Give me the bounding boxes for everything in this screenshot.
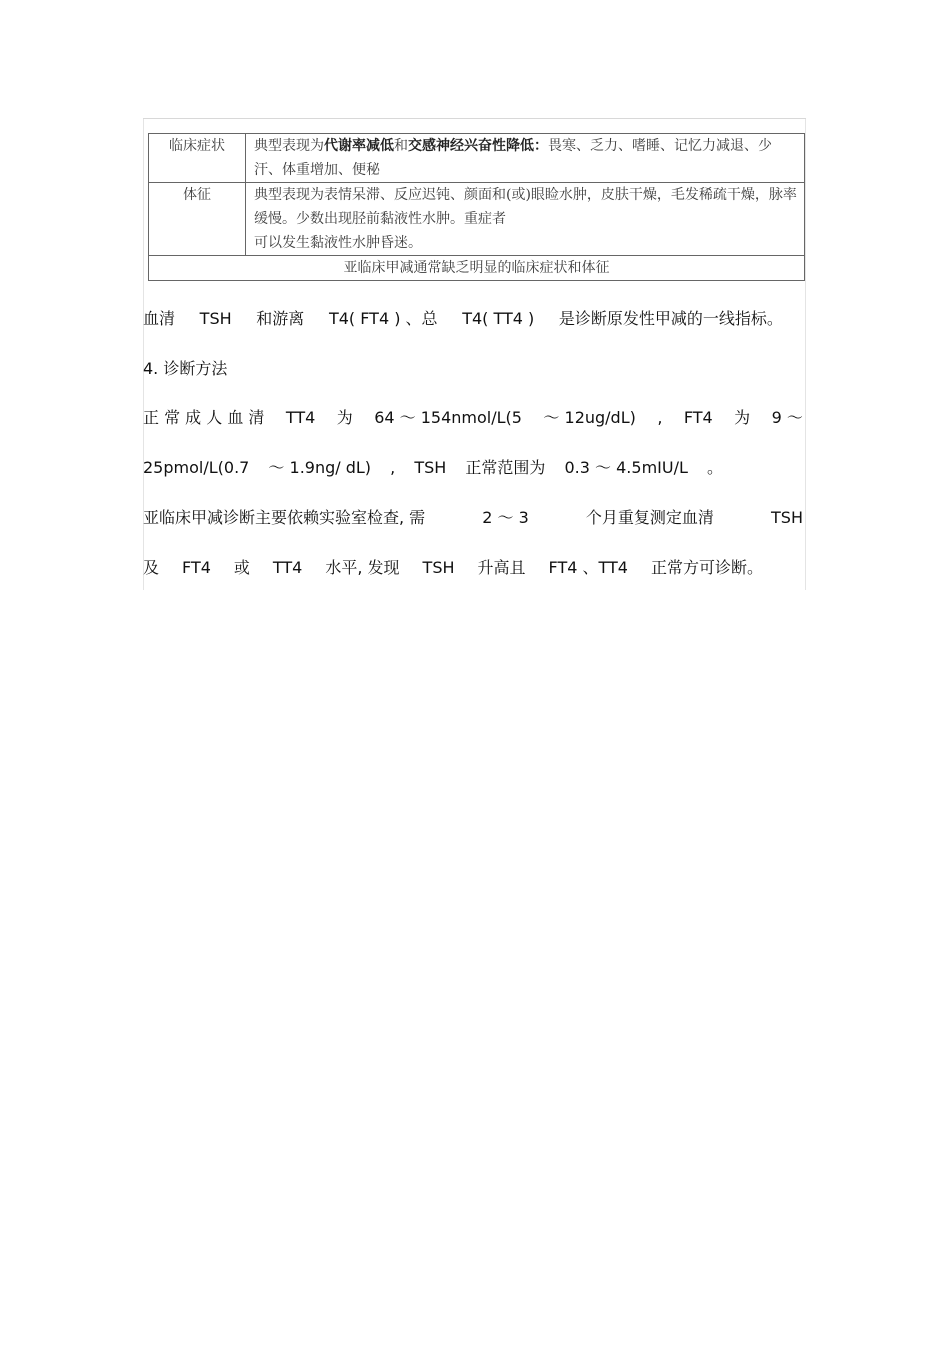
row-content-signs [246,183,805,256]
section-heading-diagnosis-methods: 4. 诊断方法 [143,359,228,378]
paragraph-subclinical-line-1 [143,508,803,528]
table-row [149,183,805,256]
text-fragment: , [390,458,396,477]
text-fragment: 正常方可诊断。 [650,558,763,577]
text-fragment: ～ 1.9ng/ dL) [268,458,372,477]
text-fragment: T4( TT4 ) [462,309,535,328]
text-fragment: 为 [734,408,751,427]
text-fragment: 2 ～ 3 [482,508,529,527]
text-fragment: 正常范围为 [465,458,546,477]
row-label-clinical-symptoms: 临床症状 [149,134,246,183]
text-fragment: FT4 [683,408,713,427]
table-row [149,134,805,183]
paragraph-normal-range-line-1 [143,408,803,428]
text-fragment: 亚临床甲减诊断主要依赖实验室检查, 需 [143,508,426,527]
table-footer-note: 亚临床甲减通常缺乏明显的临床症状和体征 [149,256,805,281]
text-fragment: 是诊断原发性甲减的一线指标。 [558,309,783,328]
text-fragment: 水平, 发现 [325,558,400,577]
paragraph-first-line-indicators [143,309,783,329]
text-fragment: TT4 [285,408,316,427]
content-suffix: 畏寒、乏力、嗜睡、记忆力减退、少汗、体重增加、便秘 [254,138,772,178]
signs-line-2: 可以发生黏液性水肿昏迷。 [254,235,422,251]
text-fragment: 64 ～ 154nmol/L(5 [374,408,522,427]
text-fragment: TSH [414,458,447,477]
content-bold-sympathetic: 交感神经兴奋性降低： [408,138,548,154]
text-fragment: 。 [706,458,723,477]
table-row [149,256,805,281]
text-fragment: 0.3 ～ 4.5mIU/L [564,458,688,477]
content-prefix: 典型表现为 [254,138,324,154]
text-fragment: TT4 [272,558,303,577]
text-fragment: 正 常 成 人 血 清 [143,408,265,427]
row-label-signs: 体征 [149,183,246,256]
text-fragment: 25pmol/L(0.7 [143,458,250,477]
paragraph-subclinical-line-2 [143,558,763,578]
text-fragment: FT4 [182,558,211,577]
text-fragment: 和游离 [256,309,305,328]
text-fragment: T4( FT4 ) 、总 [328,309,438,328]
text-fragment: TSH [422,558,455,577]
text-fragment: FT4 、TT4 [548,558,628,577]
symptoms-table-image [143,118,806,286]
text-fragment: 升高且 [477,558,526,577]
text-fragment: 血清 [143,309,176,328]
text-fragment: 及 [143,558,160,577]
text-fragment: TSH [199,309,232,328]
text-fragment: 或 [233,558,250,577]
row-content-clinical-symptoms [246,134,805,183]
paragraph-normal-range-line-2 [143,458,723,478]
text-fragment: ～ 12ug/dL) [543,408,636,427]
content-bold-metabolic: 代谢率减低 [324,138,394,154]
text-fragment: 为 [336,408,353,427]
text-fragment: 9 ～ [771,408,803,427]
content-mid: 和 [394,138,408,154]
symptoms-table [148,133,805,281]
signs-line-1: 典型表现为表情呆滞、反应迟钝、颜面和(或)眼睑水肿，皮肤干燥，毛发稀疏干燥，脉率缓慢。少数出现胫前黏液性水肿。重症者 [254,187,797,227]
text-fragment: TSH [771,508,803,527]
text-fragment: , [657,408,663,427]
text-fragment: 个月重复测定血清 [585,508,714,527]
